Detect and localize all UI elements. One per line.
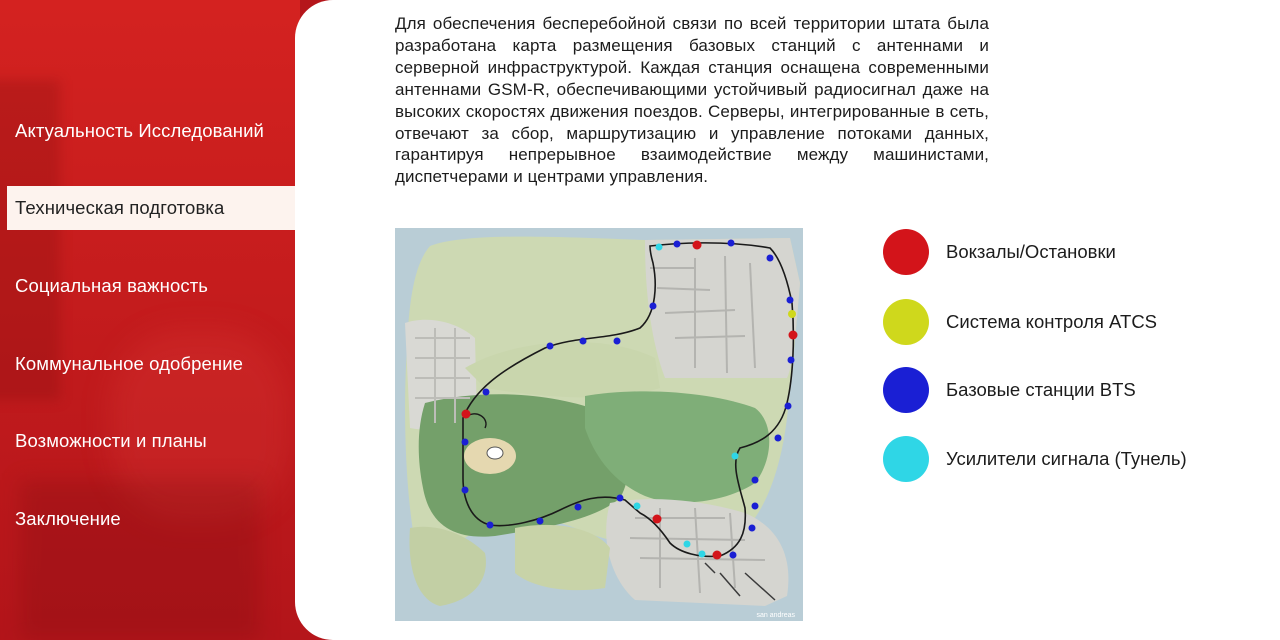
map-caption: san andreas bbox=[756, 612, 795, 619]
railway-map bbox=[395, 228, 803, 621]
legend-item-bts bbox=[883, 367, 1136, 413]
legend-cyan-dot-icon bbox=[883, 436, 929, 482]
nav-item-conclusion[interactable] bbox=[0, 497, 295, 541]
sidebar bbox=[0, 0, 300, 640]
nav-item-label: Социальная важность bbox=[15, 275, 209, 296]
legend-label: Вокзалы/Остановки bbox=[946, 241, 1116, 262]
nav-item-label: Заключение bbox=[15, 508, 121, 529]
legend-item-atcs bbox=[883, 299, 1157, 345]
nav-item-label: Возможности и планы bbox=[15, 430, 207, 451]
description-text: Для обеспечения бесперебойной связи по всей территории штата была разработана карта размещения базовых станций с антеннами и серверной инфраструктурой. Каждая станция оснащена современными антеннами GSM-R, обеспечивающими устойчивый радиосигнал даже на высоких скоростях движения поездов. Серверы, интегрированные в сеть, отвечают за сбор, маршрутизацию и управление потоками данных, гарантируя непрерывное взаимодействие между машинистами, диспетчерами и центрами управления. bbox=[395, 14, 989, 187]
nav-item-technical-preparation[interactable] bbox=[7, 186, 295, 230]
nav-item-label: Актуальность Исследований bbox=[15, 120, 264, 141]
legend-red-dot-icon bbox=[883, 229, 929, 275]
legend-label: Система контроля ATCS bbox=[946, 311, 1158, 332]
nav-item-community-approval[interactable] bbox=[0, 342, 295, 386]
legend-label: Базовые станции BTS bbox=[946, 379, 1136, 400]
legend-item-signal-boosters bbox=[883, 436, 1187, 482]
nav-item-social-importance[interactable] bbox=[0, 264, 295, 308]
nav-item-label: Техническая подготовка bbox=[15, 197, 225, 218]
map-image bbox=[395, 228, 803, 621]
nav-item-opportunities-and-plans[interactable] bbox=[0, 419, 295, 463]
nav-item-research-relevance[interactable] bbox=[0, 109, 295, 153]
legend-blue-dot-icon bbox=[883, 367, 929, 413]
legend-yellow-dot-icon bbox=[883, 299, 929, 345]
legend-label: Усилители сигнала (Тунель) bbox=[946, 448, 1187, 469]
nav-item-label: Коммунальное одобрение bbox=[15, 353, 244, 374]
legend-item-stations bbox=[883, 229, 1116, 275]
